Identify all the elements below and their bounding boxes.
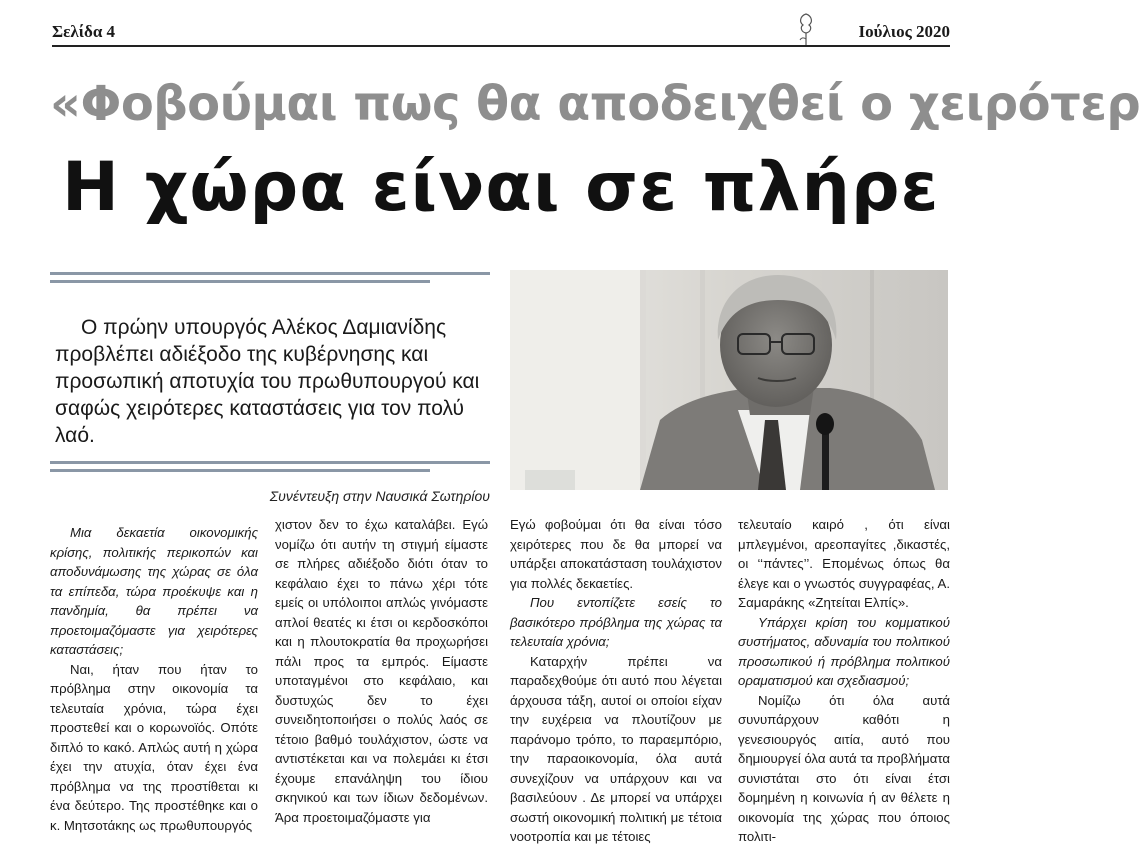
article-column-3 [510,515,722,847]
lede-rule-top [50,272,490,283]
interview-answer: Καταρχήν πρέπει να παραδεχθούμε ότι αυτό που λέγεται άρχουσα τάξη, αυτοί οι οποίοι είχαν την ευχέρεια να πλουτίζουν με παράνομο τρόπο, το παραεμπόριο, την παραοικονομία, όλα αυτά συνεχίζουν να υπάρχουν και να βασιλεύουν . Δε μπορεί να υπάρχει σωστή οικονομική πολιτική με τέτοια νοοτροπία και με τέτοιες [510,653,722,844]
interview-question: Που εντοπίζετε εσείς το βασικότερο πρόβλημα της χώρας τα τελευταία χρόνια; [510,595,722,649]
article-column-2 [275,515,488,827]
interview-answer: χιστον δεν το έχω καταλάβει. Εγώ νομίζω ότι αυτήν τη στιγμή είμαστε σε πλήρες αδιέξοδο διότι όταν το κεφάλαιο έχει το πάνω χέρι τότε εμείς οι υπόλοιποι απλώς γινόμαστε απλοί θεατές κι έτσι οι κερδοσκόποι και η πλουτοκρατία θα προχωρήσει πάλι προς τα εμπρός. Είμαστε υποταγμένοι στο κεφάλαιο, και δυστυχώς δεν το έχει συνειδητοποιήσει ο πολύς λαός σε τέτοιο βαθμό τουλάχιστον, ώστε να αντιστέκεται και να πολεμάει κι έτσι έχουμε επανάληψη του ίδιου σκηνικού και των ίδιων δεδομένων. Άρα προετοιμαζόμαστε για [275,517,488,825]
article-column-4 [738,515,950,847]
interview-question: Υπάρχει κρίση του κομματικού συστήματος, αδυναμία του πολιτικού προσωπικού ή πρόβλημα πολιτικού οραματισμού και σχεδιασμού; [738,614,950,688]
article-column-1 [50,523,258,835]
interviewee-photo [510,270,948,490]
interview-answer: Νομίζω ότι όλα αυτά συνυπάρχουν καθότι η γενεσιουργός αιτία, αυτό που δημιουργεί όλα αυτά τα προβλήματα συνιστάται στο ότι είναι έτσι δομημένη η κοινωνία ή αν θέλετε η οικονομία της χώρας που όποιος πολιτι- [738,692,950,844]
page-header [52,20,950,46]
issue-date: Ιούλιος 2020 [858,22,950,41]
header-rule [52,45,950,47]
interview-question: Μια δεκαετία οικονομικής κρίσης, πολιτικής περικοπών και αποδυνάμωσης της χώρας σε όλα τα επίπεδα, τώρα προέκυψε και η πανδημία, θα πρέπει να προετοιμαζόμαστε για χειρότερες καταστάσεις; [50,525,258,657]
article-headline: Η χώρα είναι σε πλήρε [62,148,940,227]
interview-answer: Εγώ φοβούμαι ότι θα είναι τόσο χειρότερες που δε θα μπορεί να υπάρξει αποκατάσταση τουλάχιστον για πολλές δεκαετίες. [510,517,722,591]
interview-answer: τελευταίο καιρό , ότι είναι μπλεγμένοι, αρεοπαγίτες ,δικαστές, οι ‘‘πάντες’’. Επομένως όπως θα έλεγε και ο γνωστός συγγραφέας, Α. Σαμαράκης «Ζητείται Ελπίς». [738,517,950,610]
page-number: Σελίδα 4 [52,22,116,41]
lede-rule-bottom [50,461,490,472]
newspaper-logo-icon [794,12,818,48]
interview-answer: Ναι, ήταν που ήταν το πρόβλημα στην οικονομία τα τελευταία χρόνια, τώρα έχει προστεθεί και ο κορωνοϊός. Οπότε διπλό το κακό. Απλώς αυτή η χώρα έχει την ατυχία, όταν έχει ένα πρόβλημα να της προστίθεται κι ένα δεύτερο. Της προστέθηκε και ο κ. Μητσοτάκης ως πρωθυπουργός [50,661,258,833]
byline: Συνέντευξη στην Ναυσικά Σωτηρίου [269,488,490,504]
article-kicker: «Φοβούμαι πως θα αποδειχθεί ο χειρότερ [50,76,1140,132]
lede-text: Ο πρώην υπουργός Αλέκος Δαμιανίδης προβλέπει αδιέξοδο της κυβέρνησης και προσωπική αποτυχία του πρωθυπουργού και σαφώς χειρότερες καταστάσεις για τον πολύ λαό. [55,316,480,447]
article-lede [55,314,495,449]
